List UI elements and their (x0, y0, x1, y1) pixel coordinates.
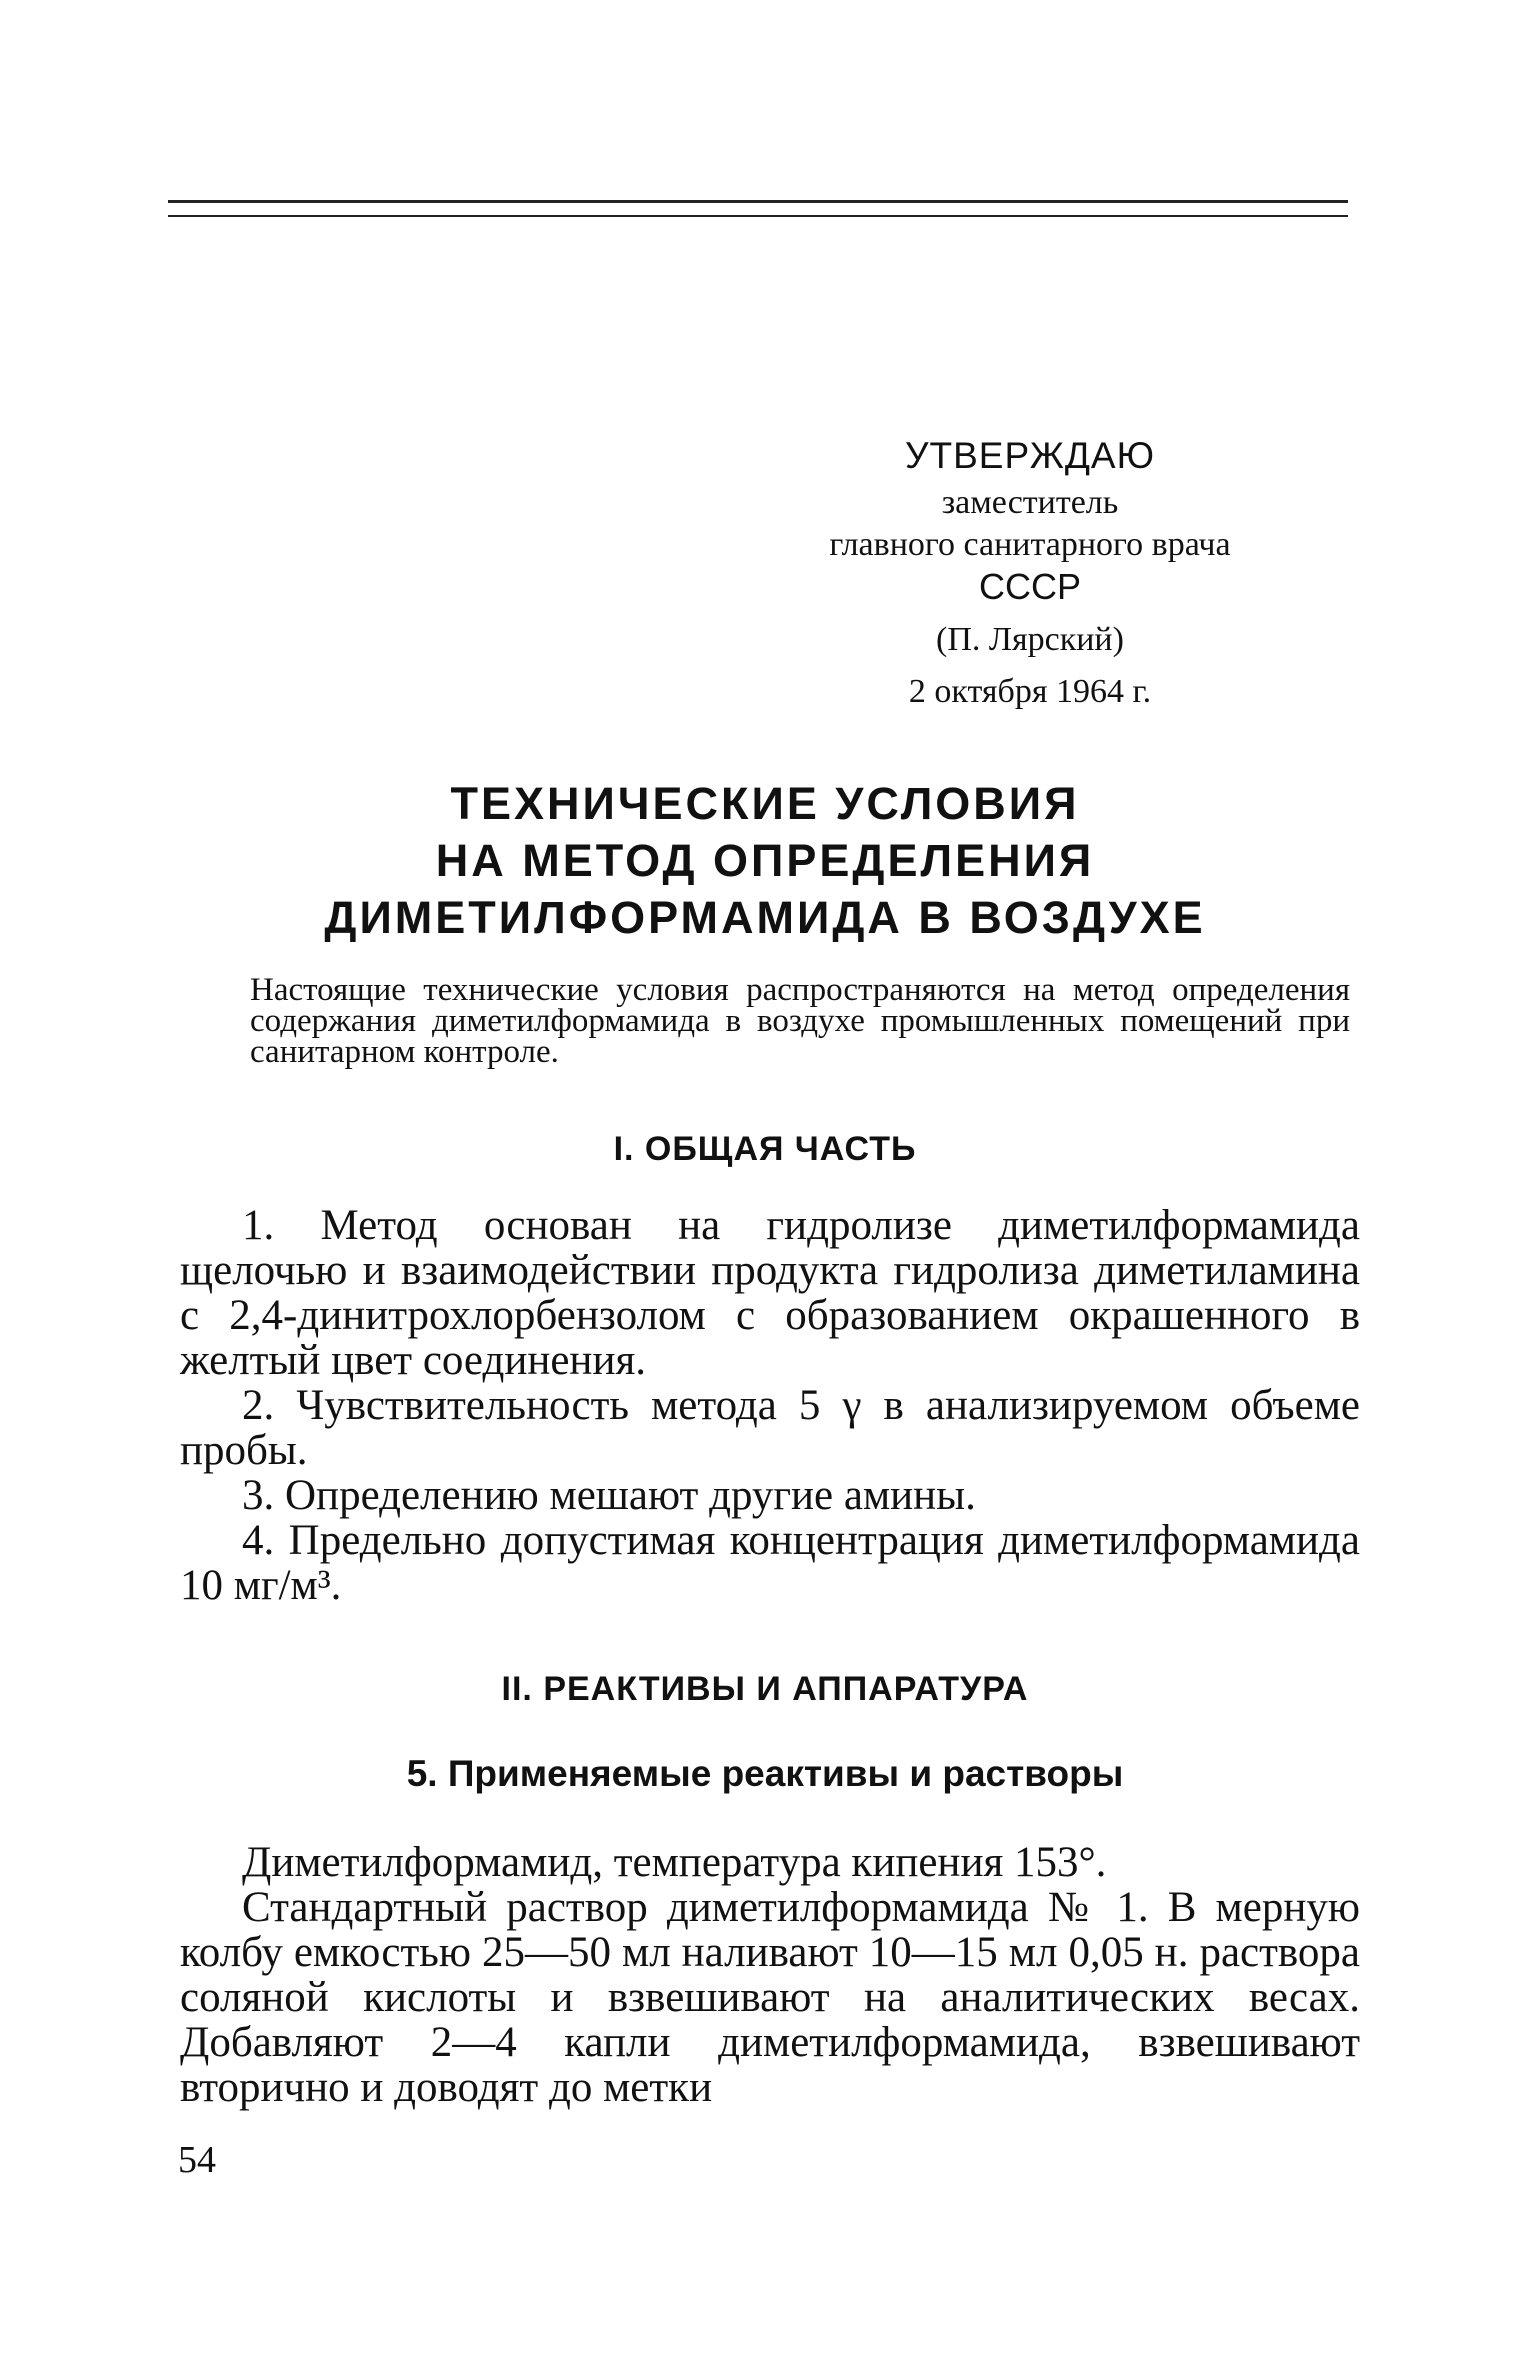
section-1-heading: I. ОБЩАЯ ЧАСТЬ (613, 1130, 917, 1168)
section-2-paragraph-2: Стандартный раствор диметилформамида № 1. В мерную колбу емкостью 25—50 мл наливают 10—15 мл 0,05 н. раствора соляной кислоты и взвешивают на аналитических весах. Добавляют 2—4 капли диметилформамида, взвешивают вторично и доводят до метки (180, 1884, 1360, 2111)
approval-date: 2 октября 1964 г. (908, 673, 1152, 710)
approval-block (760, 430, 1300, 718)
section-1-item-4: 4. Предельно допустимая концентрация диметилформамида 10 мг/м³. (180, 1517, 1360, 1609)
section-1-body (180, 1203, 1360, 1608)
section-2-subheading: 5. Применяемые реактивы и растворы (406, 1753, 1124, 1794)
title-line-2: НА МЕТОД ОПРЕДЕЛЕНИЯ (435, 835, 1095, 886)
approval-heading: УТВЕРЖДАЮ (904, 435, 1155, 476)
section-2-body (180, 1840, 1360, 2110)
section-1-item-1: 1. Метод основан на гидролизе диметилформамида щелочью и взаимодействии продукта гидролиза диметиламина с 2,4-динитрохлорбензолом с образованием окрашенного в желтый цвет соединения. (180, 1202, 1360, 1384)
section-2-heading: II. РЕАКТИВЫ И АППАРАТУРА (501, 1670, 1029, 1708)
title-line-3: ДИМЕТИЛФОРМАМИДА В ВОЗДУХЕ (324, 892, 1206, 943)
approval-position-line1: заместитель (941, 484, 1119, 521)
page-number: 54 (178, 2139, 216, 2181)
document-title (150, 775, 1380, 946)
intro-paragraph: Настоящие технические условия распространяются на метод определения содержания диметилформамида в воздухе промышленных помещений при санитарном контроле. (250, 972, 1350, 1070)
section-1-item-3: 3. Определению мешают другие амины. (242, 1472, 976, 1519)
approval-position-line2: главного санитарного врача (829, 526, 1231, 563)
approval-name: (П. Лярский) (936, 621, 1124, 658)
approval-country: СССР (978, 566, 1081, 607)
title-line-1: ТЕХНИЧЕСКИЕ УСЛОВИЯ (450, 778, 1080, 829)
header-rule-bottom (168, 215, 1348, 217)
section-1-item-2: 2. Чувствительность метода 5 γ в анализируемом объеме пробы. (180, 1382, 1360, 1474)
section-2-paragraph-1: Диметилформамид, температура кипения 153°. (242, 1839, 1107, 1886)
header-rule-top (168, 200, 1348, 203)
